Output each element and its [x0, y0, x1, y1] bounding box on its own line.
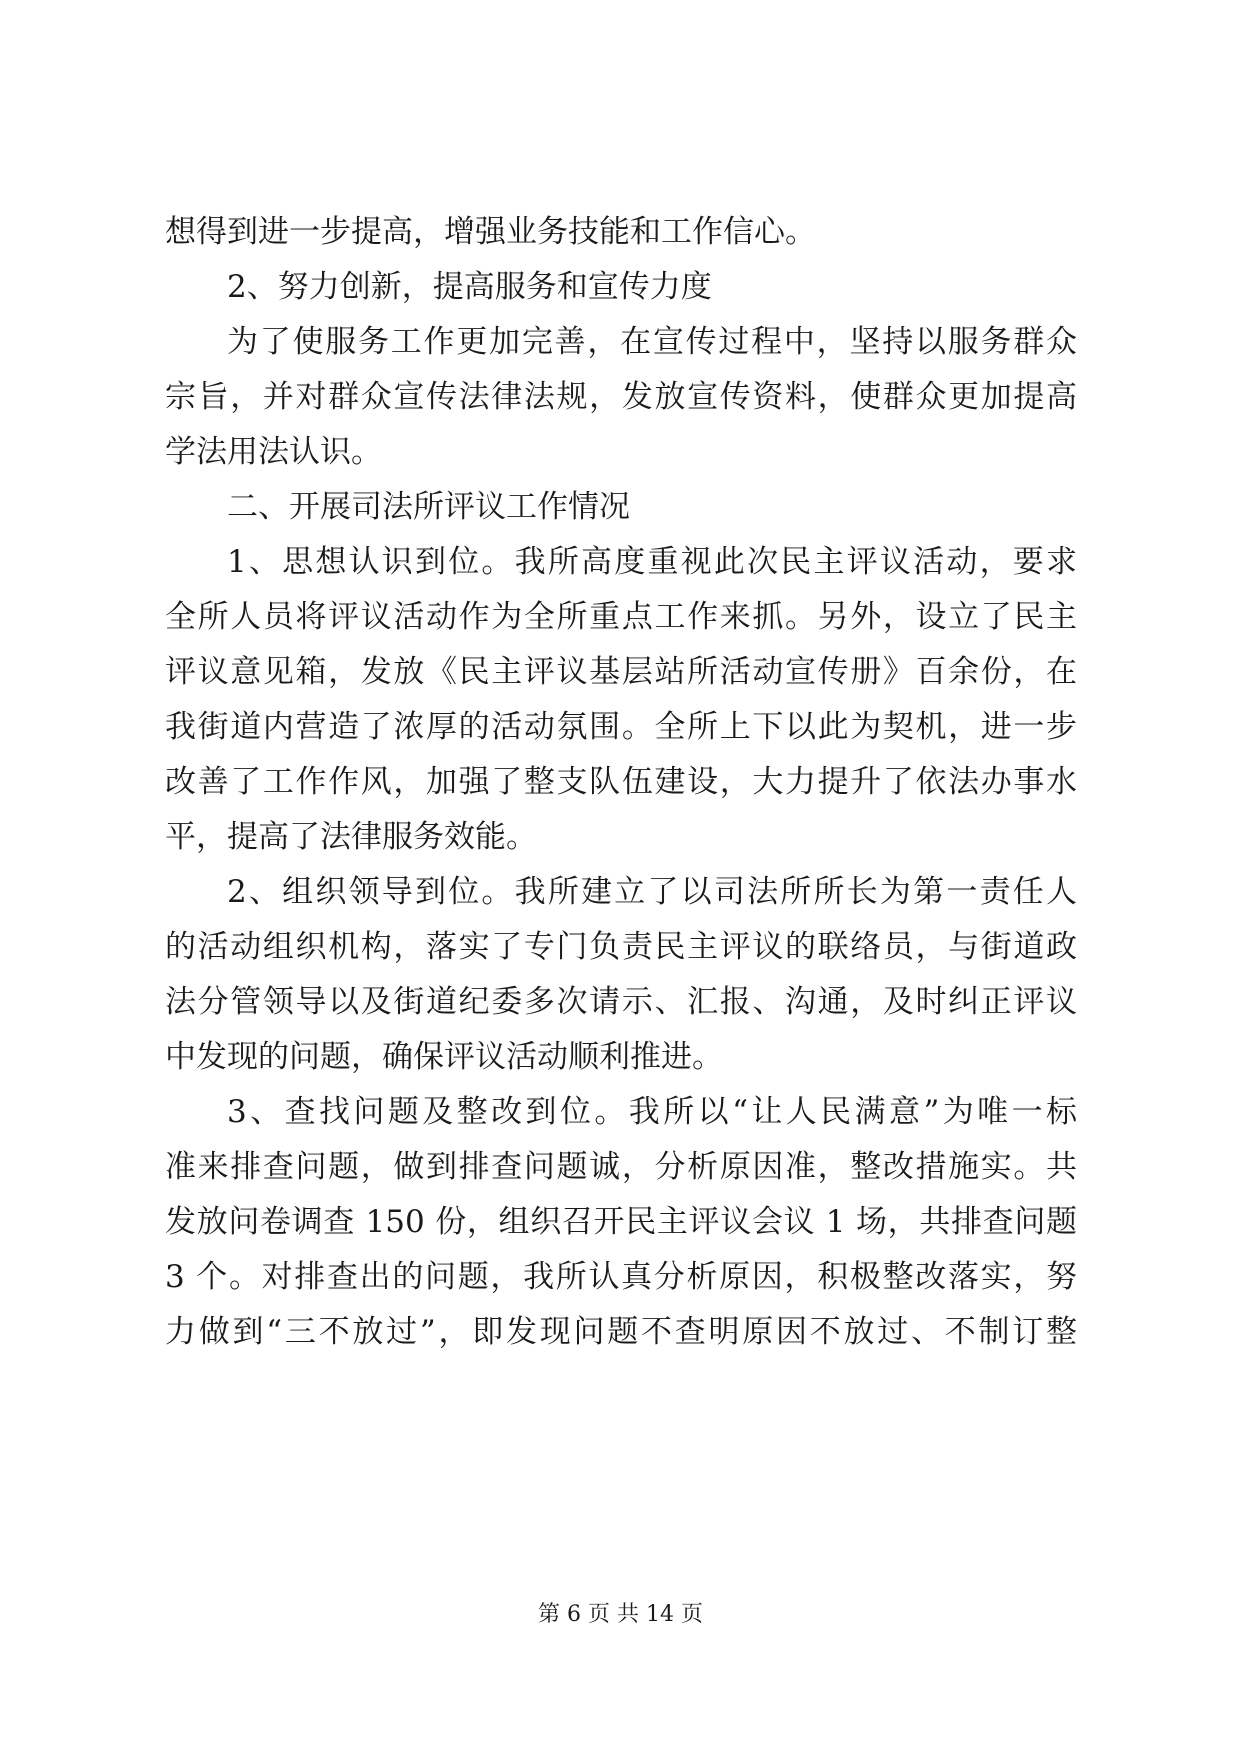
- section-heading: 二、开展司法所评议工作情况: [227, 489, 630, 525]
- section-heading: 2、努力创新，提高服务和宣传力度: [227, 269, 712, 305]
- body-text-line: 3 个。对排查出的问题，我所认真分析原因，积极整改落实，努: [165, 1259, 1077, 1295]
- page-number: 第 6 页 共 14 页: [538, 1602, 703, 1627]
- body-text-line: 为了使服务工作更加完善，在宣传过程中，坚持以服务群众: [227, 324, 1077, 360]
- body-text-line: 学法用法认识。: [165, 434, 382, 470]
- body-text-line: 我街道内营造了浓厚的活动氛围。全所上下以此为契机，进一步: [165, 709, 1077, 745]
- body-text-line: 1、思想认识到位。我所高度重视此次民主评议活动，要求: [227, 544, 1077, 580]
- body-text-line: 平，提高了法律服务效能。: [165, 819, 537, 855]
- body-text-line: 宗旨，并对群众宣传法律法规，发放宣传资料，使群众更加提高: [165, 379, 1077, 415]
- body-text-line: 的活动组织机构，落实了专门负责民主评议的联络员，与街道政: [165, 929, 1077, 965]
- body-text-line: 发放问卷调查 150 份，组织召开民主评议会议 1 场，共排查问题: [165, 1204, 1077, 1240]
- body-text-line: 准来排查问题，做到排查问题诚，分析原因准，整改措施实。共: [165, 1149, 1077, 1185]
- body-text-line: 中发现的问题，确保评议活动顺利推进。: [165, 1039, 723, 1075]
- body-text-line: 3、查找问题及整改到位。我所以“让人民满意”为唯一标: [227, 1094, 1077, 1130]
- body-text-line: 法分管领导以及街道纪委多次请示、汇报、沟通，及时纠正评议: [165, 984, 1077, 1020]
- body-text-line: 改善了工作作风，加强了整支队伍建设，大力提升了依法办事水: [165, 764, 1077, 800]
- body-text-line: 2、组织领导到位。我所建立了以司法所所长为第一责任人: [227, 874, 1077, 910]
- body-text-line: 想得到进一步提高，增强业务技能和工作信心。: [165, 214, 816, 250]
- body-text-line: 全所人员将评议活动作为全所重点工作来抓。另外，设立了民主: [165, 599, 1077, 635]
- body-text-line: 力做到“三不放过”，即发现问题不查明原因不放过、不制订整: [165, 1314, 1077, 1350]
- body-text-line: 评议意见箱，发放《民主评议基层站所活动宣传册》百余份，在: [165, 654, 1077, 690]
